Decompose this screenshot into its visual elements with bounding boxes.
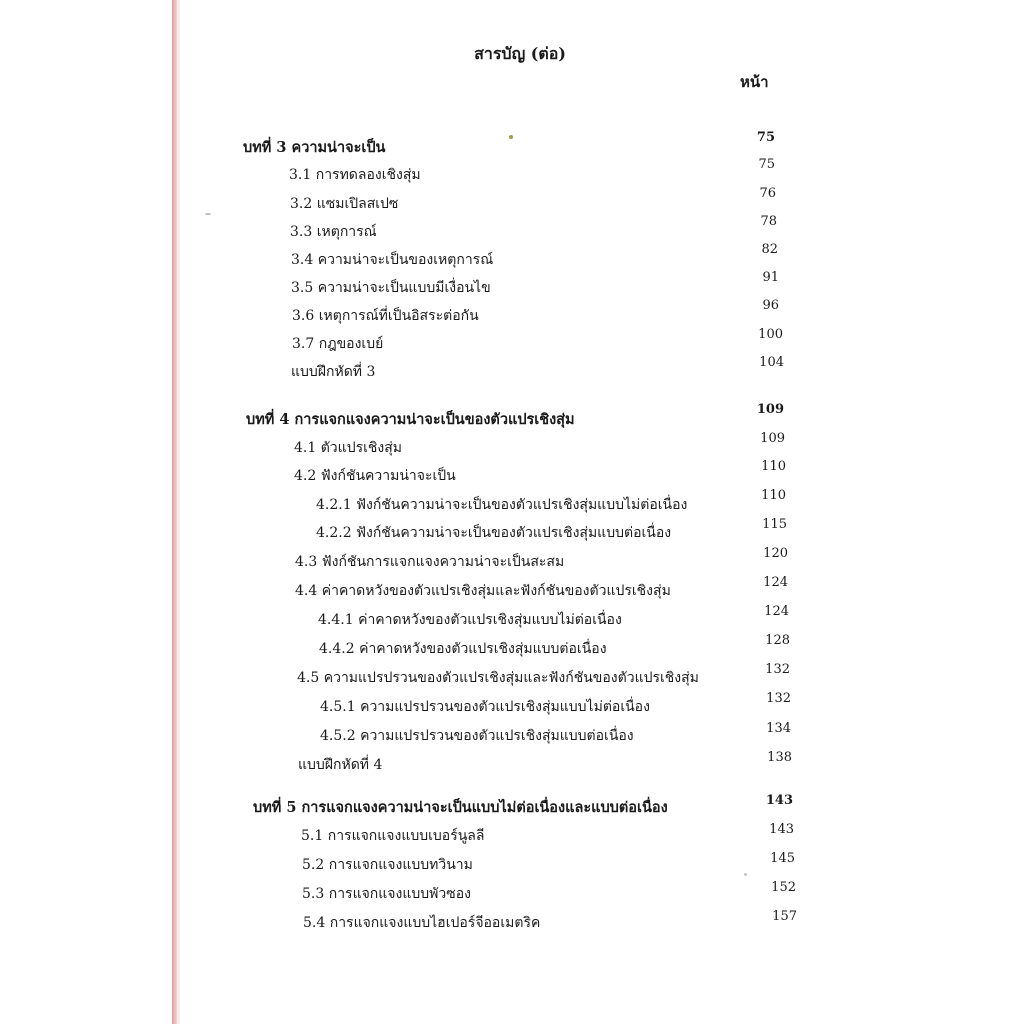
toc-label: บทที่ 4 การแจกแจงความน่าจะเป็นของตัวแปรเชิงสุ่ม <box>246 411 575 428</box>
toc-page-number: 145 <box>770 851 795 866</box>
toc-page-number: 109 <box>756 402 784 417</box>
toc-section <box>0 909 1024 936</box>
toc-page-number: 152 <box>771 880 796 895</box>
toc-page-number: 128 <box>765 633 790 648</box>
toc-label: 4.5.1 ความแปรปรวนของตัวแปรเชิงสุ่มแบบไม่ต่อเนื่อง <box>320 699 650 715</box>
toc-page-number: 120 <box>763 546 788 561</box>
toc-label: 4.2.2 ฟังก์ชันความน่าจะเป็นของตัวแปรเชิงสุ่มแบบต่อเนื่อง <box>316 525 672 541</box>
toc-section <box>0 431 1024 461</box>
toc-label: 3.6 เหตุการณ์ที่เป็นอิสระต่อกัน <box>292 308 479 324</box>
toc-exercise <box>0 750 1024 778</box>
toc-label: 5.3 การแจกแจงแบบพัวซอง <box>302 886 471 902</box>
page-column-header: หน้า <box>740 73 769 91</box>
toc-page-number: 134 <box>766 721 791 736</box>
toc-section <box>0 662 1024 691</box>
toc-page-number: 78 <box>760 214 777 229</box>
toc-section <box>0 186 1024 217</box>
toc-page-number: 76 <box>759 186 776 201</box>
toc-page-number: 110 <box>761 488 786 503</box>
toc-subsection <box>0 721 1024 749</box>
toc-label: 4.4.2 ค่าคาดหวังของตัวแปรเชิงสุ่มแบบต่อเนื่อง <box>319 641 607 657</box>
toc-section <box>0 459 1024 489</box>
toc-page-number: 104 <box>759 355 784 370</box>
toc-section <box>0 270 1024 301</box>
toc-section <box>0 298 1024 329</box>
toc-section <box>0 546 1024 575</box>
toc-label: 3.4 ความน่าจะเป็นของเหตุการณ์ <box>291 252 494 268</box>
toc-page-number: 75 <box>756 130 775 145</box>
toc-label: 4.4 ค่าคาดหวังของตัวแปรเชิงสุ่มและฟังก์ชันของตัวแปรเชิงสุ่ม <box>295 583 671 599</box>
toc-section <box>0 822 1024 849</box>
toc-subsection <box>0 604 1024 633</box>
toc-page-number: 100 <box>758 327 783 342</box>
toc-page-number: 132 <box>765 662 790 677</box>
toc-label: 4.3 ฟังก์ชันการแจกแจงความน่าจะเป็นสะสม <box>295 554 565 570</box>
toc-page-number: 143 <box>765 793 793 808</box>
toc-section <box>0 214 1024 245</box>
toc-label: 3.3 เหตุการณ์ <box>290 224 377 240</box>
toc-subsection <box>0 633 1024 662</box>
toc-chapter-4 <box>0 402 1024 432</box>
page-title: สารบัญ (ต่อ) <box>474 44 566 63</box>
toc-label: 5.2 การแจกแจงแบบทวินาม <box>302 857 473 873</box>
toc-section <box>0 851 1024 878</box>
toc-page-number: 115 <box>762 517 787 532</box>
toc-page-number: 132 <box>766 691 791 706</box>
toc-page-number: 91 <box>762 270 779 285</box>
toc-page-number: 82 <box>761 242 778 257</box>
toc-page-number: 109 <box>760 431 785 446</box>
toc-label: 5.1 การแจกแจงแบบเบอร์นูลลี <box>301 828 485 844</box>
toc-label: 3.5 ความน่าจะเป็นแบบมีเงื่อนไข <box>291 280 491 296</box>
toc-subsection <box>0 691 1024 720</box>
toc-label: 3.1 การทดลองเชิงสุ่ม <box>289 167 421 183</box>
toc-page-number: 138 <box>767 750 792 765</box>
toc-label: บทที่ 5 การแจกแจงความน่าจะเป็นแบบไม่ต่อเนื่องและแบบต่อเนื่อง <box>253 799 668 816</box>
toc-label: 4.2.1 ฟังก์ชันความน่าจะเป็นของตัวแปรเชิงสุ่มแบบไม่ต่อเนื่อง <box>316 497 688 513</box>
toc-page-number: 157 <box>772 909 797 924</box>
toc-page-number: 96 <box>762 298 779 313</box>
toc-section <box>0 157 1024 188</box>
toc-label: แบบฝึกหัดที่ 3 <box>291 364 376 380</box>
toc-label: 5.4 การแจกแจงแบบไฮเปอร์จีออเมตริค <box>303 915 541 931</box>
toc-label: 3.2 แซมเปิลสเปซ <box>290 196 399 212</box>
toc-page-number: 75 <box>758 157 775 172</box>
toc-label: 4.1 ตัวแปรเชิงสุ่ม <box>294 440 402 456</box>
toc-label: 4.4.1 ค่าคาดหวังของตัวแปรเชิงสุ่มแบบไม่ต่อเนื่อง <box>318 612 622 628</box>
toc-section <box>0 880 1024 907</box>
toc-exercise <box>0 355 1024 385</box>
toc-label: แบบฝึกหัดที่ 4 <box>298 757 383 773</box>
toc-subsection <box>0 488 1024 518</box>
toc-label: 4.5 ความแปรปรวนของตัวแปรเชิงสุ่มและฟังก์ชันของตัวแปรเชิงสุ่ม <box>297 670 699 686</box>
toc-chapter-3 <box>0 130 1024 160</box>
toc-page-number: 143 <box>769 822 794 837</box>
toc-label: 3.7 กฎของเบย์ <box>292 336 384 352</box>
toc-section <box>0 575 1024 604</box>
toc-chapter-5 <box>0 793 1024 820</box>
toc-label: 4.2 ฟังก์ชันความน่าจะเป็น <box>294 468 456 484</box>
toc-page-number: 124 <box>764 604 789 619</box>
toc-page-number: 124 <box>763 575 788 590</box>
toc-label: บทที่ 3 ความน่าจะเป็น <box>243 139 386 156</box>
toc-page-number: 110 <box>761 459 786 474</box>
toc-subsection <box>0 517 1024 546</box>
toc-label: 4.5.2 ความแปรปรวนของตัวแปรเชิงสุ่มแบบต่อเนื่อง <box>320 728 634 744</box>
toc-section <box>0 242 1024 273</box>
toc-section <box>0 327 1024 357</box>
